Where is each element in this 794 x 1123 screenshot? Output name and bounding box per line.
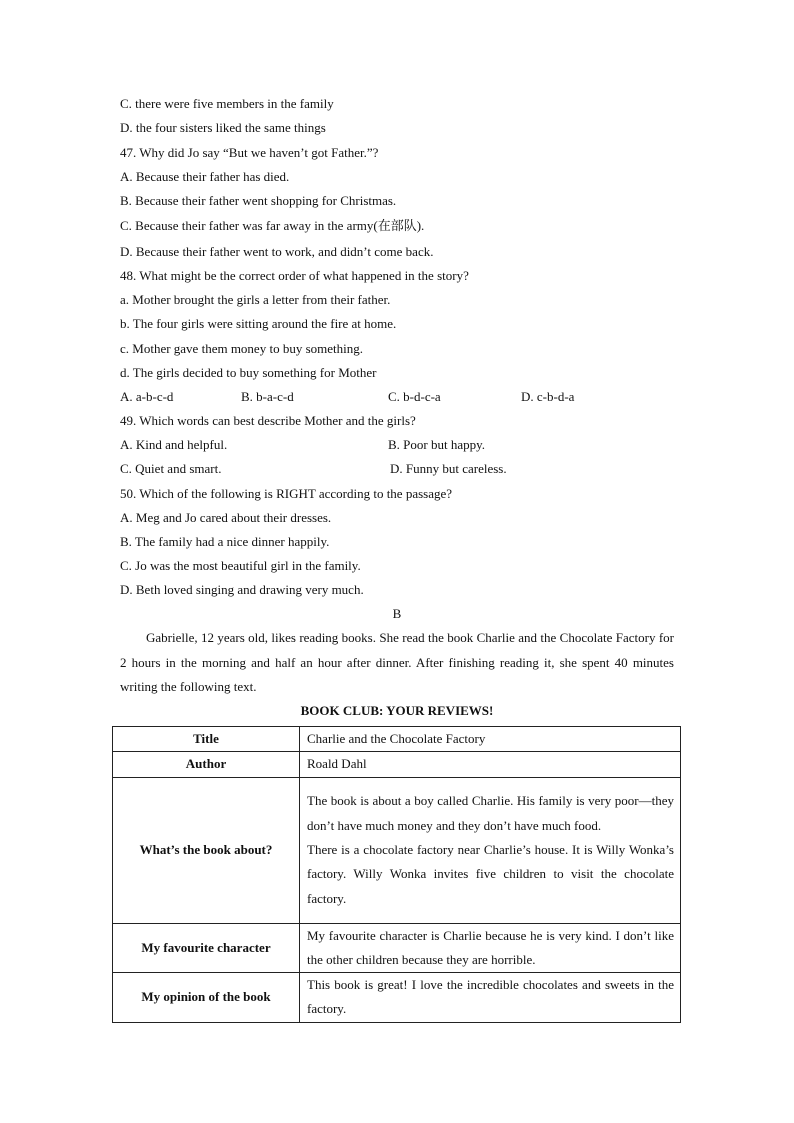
- q50-option-d: D. Beth loved singing and drawing very much.: [120, 582, 364, 597]
- table-row-opinion: [113, 973, 681, 1023]
- favourite-value: My favourite character is Charlie because he is very kind. I don’t like the other children because they are horrible.: [300, 923, 681, 973]
- title-value: Charlie and the Chocolate Factory: [300, 727, 681, 752]
- author-value: Roald Dahl: [300, 752, 681, 777]
- q46-option-d: D. the four sisters liked the same things: [120, 120, 326, 135]
- q50-option-c: C. Jo was the most beautiful girl in the family.: [120, 558, 361, 573]
- q49-option-b: B. Poor but happy.: [388, 437, 486, 452]
- author-label: Author: [113, 752, 300, 777]
- table-row-author: [113, 752, 681, 777]
- q49-option-c: C. Quiet and smart.: [120, 461, 222, 476]
- q47-option-a: A. Because their father has died.: [120, 169, 290, 184]
- q47-option-d: D. Because their father went to work, and didn’t come back.: [120, 244, 434, 259]
- favourite-label: My favourite character: [113, 923, 300, 973]
- q47-option-c: C. Because their father was far away in the army(在部队).: [120, 218, 425, 233]
- about-label: What’s the book about?: [113, 777, 300, 923]
- q48-event-b: b. The four girls were sitting around the fire at home.: [120, 316, 397, 331]
- section-label: B: [392, 606, 402, 621]
- opinion-value: This book is great! I love the incredible chocolates and sweets in the factory.: [300, 973, 681, 1023]
- q47-option-b: B. Because their father went shopping for Christmas.: [120, 193, 397, 208]
- q50-question: 50. Which of the following is RIGHT according to the passage?: [120, 486, 453, 501]
- q48-event-a: a. Mother brought the girls a letter from their father.: [120, 292, 391, 307]
- q46-option-c: C. there were five members in the family: [120, 96, 334, 111]
- passage-text: Gabrielle, 12 years old, likes reading books. She read the book Charlie and the Chocolate Factory for 2 hours in the morning and half an hour after dinner. After finishing reading it, she spent 40 minutes writing the following text.: [120, 630, 674, 694]
- q49-option-d: D. Funny but careless.: [390, 461, 507, 476]
- opinion-label: My opinion of the book: [113, 973, 300, 1023]
- about-value-para-1: The book is about a boy called Charlie. His family is very poor—they don’t have much money and they don’t have much food.: [307, 793, 674, 833]
- about-value: [300, 777, 681, 923]
- q47-question: 47. Why did Jo say “But we haven’t got Father.”?: [120, 145, 379, 160]
- table-row-about: [113, 777, 681, 923]
- q50-option-b: B. The family had a nice dinner happily.: [120, 534, 330, 549]
- q48-option-a: A. a-b-c-d: [120, 389, 174, 404]
- q48-question: 48. What might be the correct order of what happened in the story?: [120, 268, 469, 283]
- table-title: BOOK CLUB: YOUR REVIEWS!: [300, 703, 494, 718]
- q48-option-b: B. b-a-c-d: [241, 389, 294, 404]
- passage-paragraph: [120, 626, 674, 700]
- q48-event-c: c. Mother gave them money to buy something.: [120, 341, 363, 356]
- title-label: Title: [113, 727, 300, 752]
- table-row-title: [113, 727, 681, 752]
- q48-option-d: D. c-b-d-a: [521, 389, 575, 404]
- table-row-favourite: [113, 923, 681, 973]
- q50-option-a: A. Meg and Jo cared about their dresses.: [120, 510, 332, 525]
- q48-event-d: d. The girls decided to buy something for Mother: [120, 365, 377, 380]
- q49-question: 49. Which words can best describe Mother and the girls?: [120, 413, 416, 428]
- about-value-para-2: There is a chocolate factory near Charlie’s house. It is Willy Wonka’s factory. Willy Wonka invites five children to visit the chocolate factory.: [307, 841, 674, 906]
- q48-option-c: C. b-d-c-a: [388, 389, 441, 404]
- review-table: [112, 726, 681, 1023]
- q49-option-a: A. Kind and helpful.: [120, 437, 228, 452]
